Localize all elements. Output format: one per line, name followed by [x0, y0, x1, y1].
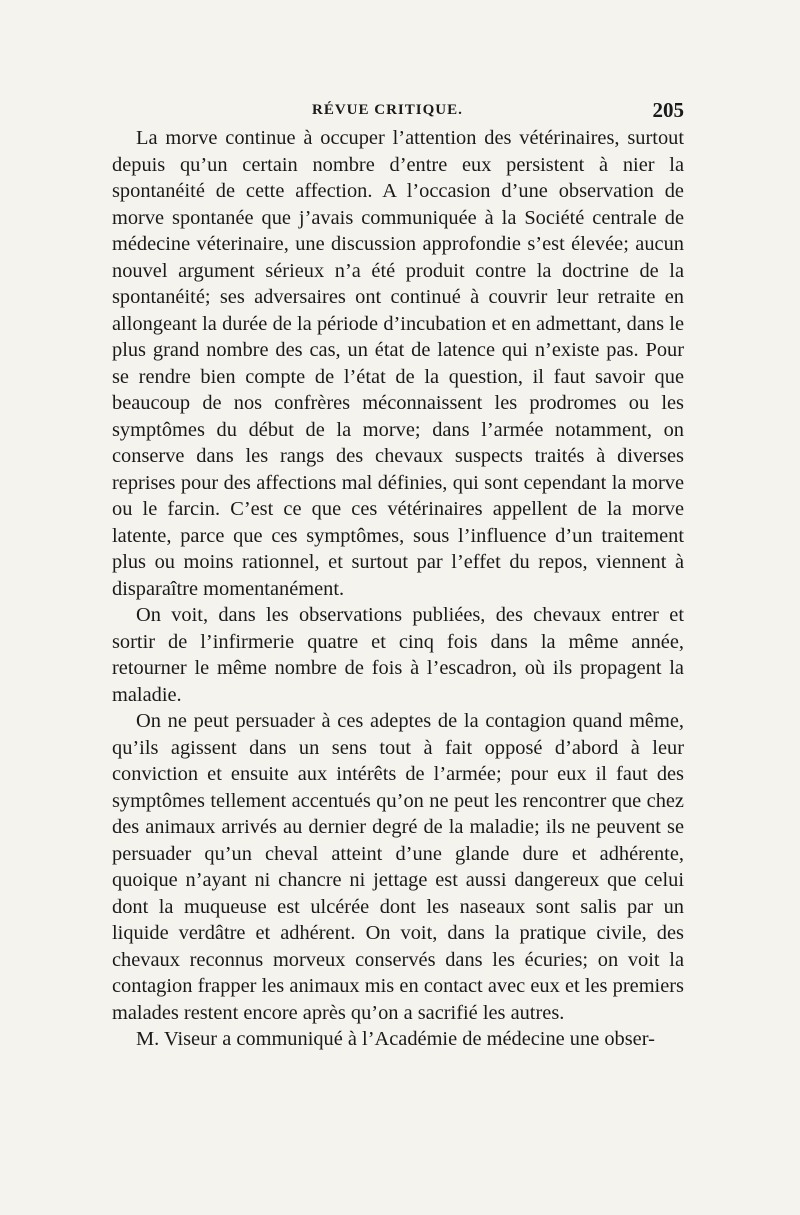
page-header [112, 98, 684, 128]
paragraph-3: On ne peut persuader à ces adeptes de la contagion quand même, qu’ils agissent dans un sens tout à fait opposé d’abord à leur conviction et ensuite aux intérêts de l’armée; pour eux il faut des symptômes tellement accentués qu’on ne peut les rencontrer que chez des animaux arrivés au dernier degré de la maladie; ils ne peuvent se persuader qu’un cheval atteint d’une glande dure et adhérente, quoique n’ayant ni chancre ni jettage est aussi dangereux que celui dont la muqueuse est ulcérée dont les naseaux sont salis par un liquide verdâtre et adhérent. On voit, dans la pratique civile, des chevaux reconnus morveux conservés dans les écuries; on voit la contagion frapper les animaux mis en contact avec eux et les premiers malades restent encore après qu’on a sacrifié les autres. [112, 710, 684, 1024]
running-head: RÉVUE CRITIQUE. [312, 102, 463, 118]
paragraph-4: M. Viseur a communiqué à l’Académie de médecine une obser- [136, 1028, 655, 1050]
paragraph-2: On voit, dans les observations publiées, des chevaux entrer et sortir de l’infirmerie quatre et cinq fois dans la même année, retourner le même nombre de fois à l’escadron, où ils propagent la maladie. [112, 604, 684, 706]
page-number: 205 [652, 98, 684, 122]
paragraph-1: La morve continue à occuper l’attention des vétérinaires, surtout depuis qu’un certain nombre d’entre eux persistent à nier la spontanéité de cette affection. A l’occasion d’une observation de morve spontanée que j’avais communiquée à la Société centrale de médecine véterinaire, une discussion approfondie s’est élevée; aucun nouvel argument sérieux n’a été produit contre la doctrine de la spontanéité; ses adversaires ont continué à couvrir leur retraite en allongeant la durée de la période d’incubation et en admettant, dans le plus grand nombre des cas, un état de latence qui n’existe pas. Pour se rendre bien compte de l’état de la question, il faut savoir que beaucoup de nos confrères méconnaissent les prodromes ou les symptômes du début de la morve; dans l’armée notamment, on conserve dans les rangs des chevaux suspects traités à diverses reprises pour des affections mal définies, qui sont cependant la morve ou le farcin. C’est ce que ces vétérinaires appellent de la morve latente, parce que ces symptômes, sous l’influence d’un traitement plus ou moins rationnel, et surtout par l’effet du repos, viennent à disparaître momentanément. [112, 127, 684, 600]
body-text [112, 125, 684, 1053]
